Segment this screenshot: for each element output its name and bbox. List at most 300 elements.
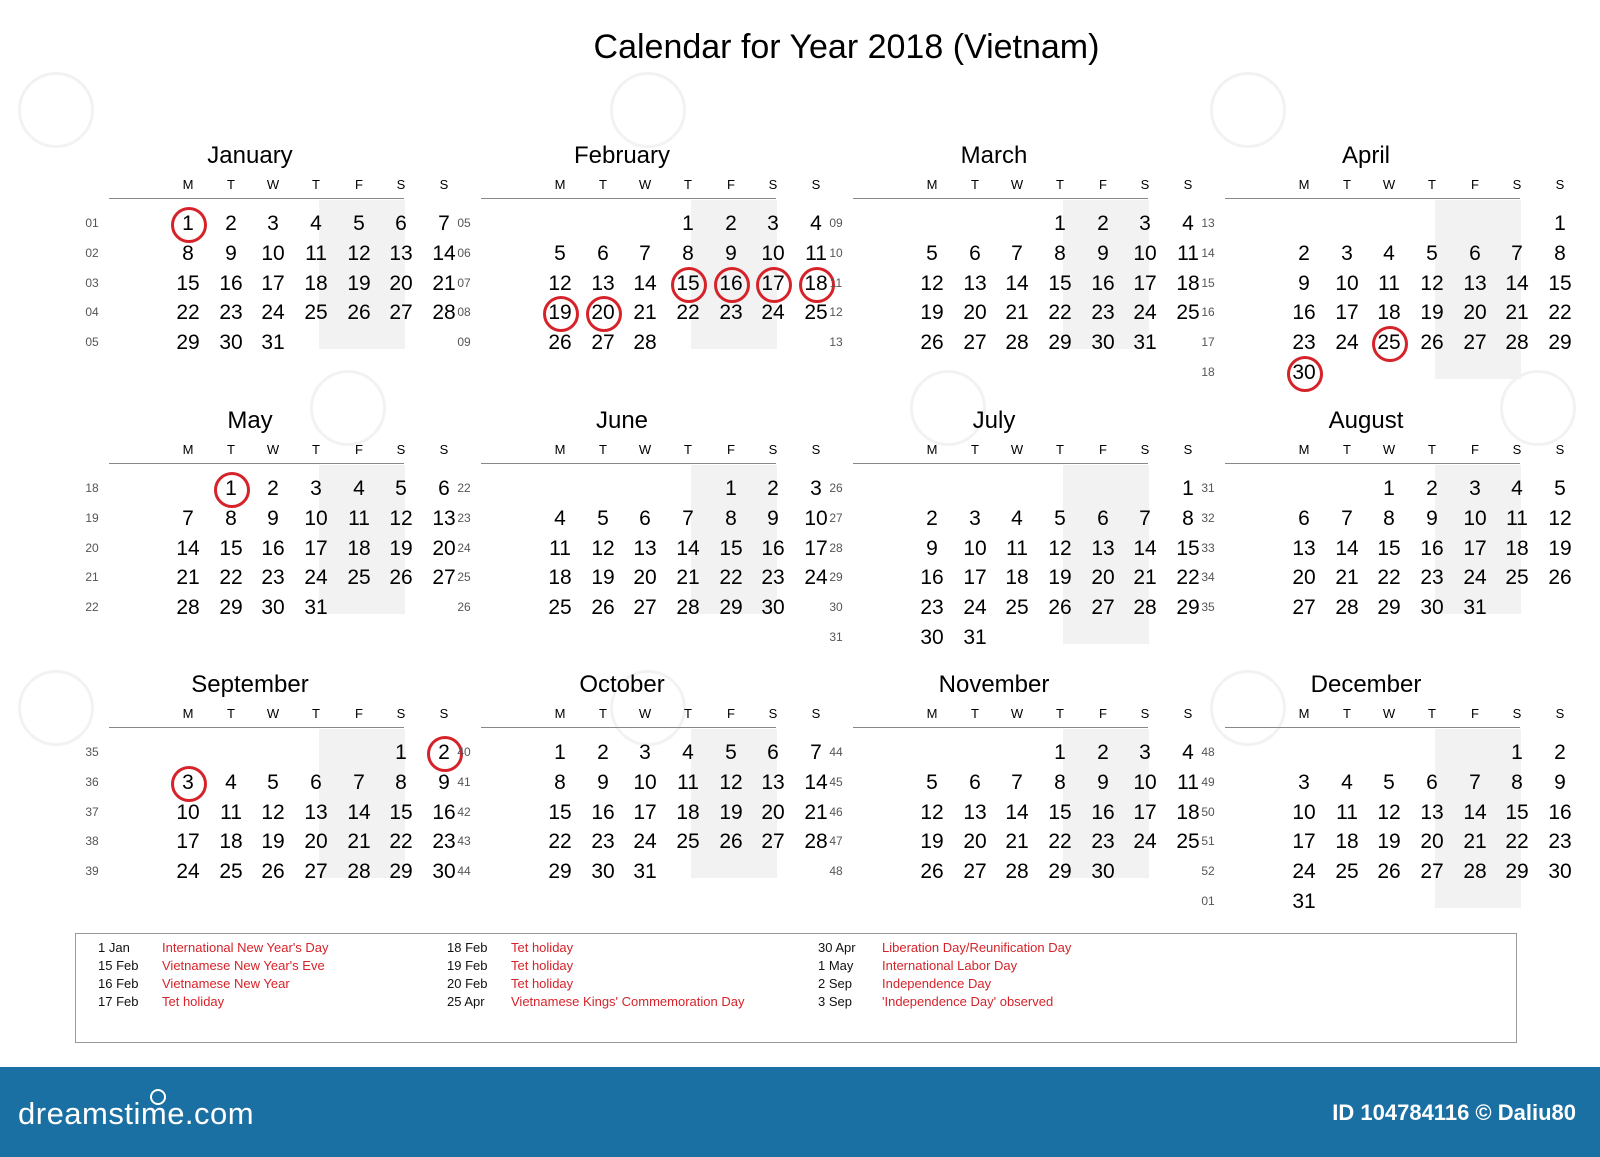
day-cell[interactable]: 8	[1054, 241, 1066, 265]
day-cell[interactable]: 12	[548, 271, 572, 295]
day-cell[interactable]: 14	[1335, 536, 1359, 560]
day-cell[interactable]: 9	[926, 536, 938, 560]
day-cell[interactable]: 31	[304, 596, 328, 620]
day-cell[interactable]: 22	[1548, 301, 1572, 325]
day-cell[interactable]: 22	[676, 301, 700, 325]
day-cell[interactable]: 16	[1091, 271, 1115, 295]
day-cell[interactable]: 27	[591, 331, 615, 355]
day-cell[interactable]: 4	[1182, 212, 1194, 235]
day-cell[interactable]: 12	[389, 506, 413, 530]
day-cell[interactable]: 27	[304, 860, 328, 884]
day-cell[interactable]: 25	[804, 301, 828, 325]
day-cell[interactable]: 13	[633, 536, 657, 560]
day-cell[interactable]: 12	[261, 800, 285, 824]
brand-logo[interactable]: dreamstime.com	[18, 1096, 255, 1131]
day-cell[interactable]: 26	[1048, 596, 1072, 620]
day-cell[interactable]: 14	[1505, 271, 1529, 295]
day-cell[interactable]: 27	[761, 830, 785, 854]
day-cell[interactable]: 1	[554, 741, 566, 764]
day-cell[interactable]: 9	[725, 241, 737, 265]
day-cell[interactable]: 3	[639, 741, 651, 764]
day-cell[interactable]: 10	[1463, 506, 1487, 530]
day-cell[interactable]: 13	[591, 271, 615, 295]
day-cell[interactable]: 6	[969, 241, 981, 265]
holiday-day-cell[interactable]: 18	[798, 270, 834, 298]
day-cell[interactable]: 24	[1463, 566, 1487, 590]
day-cell[interactable]: 11	[220, 800, 242, 824]
day-cell[interactable]: 30	[591, 860, 615, 884]
day-cell[interactable]: 20	[389, 271, 413, 295]
holiday-day-cell[interactable]: 2	[426, 739, 462, 767]
day-cell[interactable]: 20	[633, 566, 657, 590]
day-cell[interactable]: 11	[549, 536, 571, 560]
day-cell[interactable]: 3	[767, 212, 779, 235]
day-cell[interactable]: 20	[761, 800, 785, 824]
day-cell[interactable]: 29	[1505, 860, 1529, 884]
day-cell[interactable]: 26	[591, 596, 615, 620]
day-cell[interactable]: 19	[1420, 301, 1444, 325]
day-cell[interactable]: 21	[676, 566, 700, 590]
day-cell[interactable]: 12	[920, 800, 944, 824]
day-cell[interactable]: 31	[1133, 331, 1157, 355]
day-cell[interactable]: 5	[926, 770, 938, 794]
day-cell[interactable]: 3	[810, 477, 822, 500]
day-cell[interactable]: 14	[176, 536, 200, 560]
day-cell[interactable]: 20	[963, 301, 987, 325]
day-cell[interactable]: 19	[719, 800, 743, 824]
day-cell[interactable]: 25	[1505, 566, 1529, 590]
day-cell[interactable]: 19	[261, 830, 285, 854]
day-cell[interactable]: 13	[1420, 800, 1444, 824]
day-cell[interactable]: 21	[176, 566, 200, 590]
day-cell[interactable]: 2	[1554, 741, 1566, 764]
day-cell[interactable]: 21	[804, 800, 828, 824]
day-cell[interactable]: 14	[676, 536, 700, 560]
day-cell[interactable]: 21	[1463, 830, 1487, 854]
day-cell[interactable]: 11	[1006, 536, 1028, 560]
day-cell[interactable]: 16	[591, 800, 615, 824]
day-cell[interactable]: 3	[1341, 241, 1353, 265]
day-cell[interactable]: 11	[1177, 770, 1199, 794]
day-cell[interactable]: 20	[1292, 566, 1316, 590]
day-cell[interactable]: 22	[548, 830, 572, 854]
day-cell[interactable]: 22	[176, 301, 200, 325]
day-cell[interactable]: 25	[1176, 830, 1200, 854]
day-cell[interactable]: 18	[219, 830, 243, 854]
day-cell[interactable]: 12	[591, 536, 615, 560]
day-cell[interactable]: 26	[1377, 860, 1401, 884]
day-cell[interactable]: 30	[219, 331, 243, 355]
day-cell[interactable]: 24	[176, 860, 200, 884]
day-cell[interactable]: 25	[219, 860, 243, 884]
day-cell[interactable]: 6	[969, 770, 981, 794]
day-cell[interactable]: 5	[1426, 241, 1438, 265]
day-cell[interactable]: 5	[725, 741, 737, 764]
day-cell[interactable]: 22	[1048, 830, 1072, 854]
day-cell[interactable]: 9	[267, 506, 279, 530]
day-cell[interactable]: 23	[920, 596, 944, 620]
holiday-day-cell[interactable]: 17	[755, 270, 791, 298]
day-cell[interactable]: 2	[926, 506, 938, 530]
day-cell[interactable]: 23	[1091, 301, 1115, 325]
day-cell[interactable]: 14	[1005, 271, 1029, 295]
day-cell[interactable]: 3	[969, 506, 981, 530]
day-cell[interactable]: 2	[267, 477, 279, 500]
day-cell[interactable]: 15	[1176, 536, 1200, 560]
day-cell[interactable]: 22	[1048, 301, 1072, 325]
day-cell[interactable]: 6	[597, 241, 609, 265]
day-cell[interactable]: 27	[963, 331, 987, 355]
day-cell[interactable]: 16	[920, 566, 944, 590]
day-cell[interactable]: 15	[1048, 800, 1072, 824]
day-cell[interactable]: 29	[1048, 860, 1072, 884]
day-cell[interactable]: 15	[219, 536, 243, 560]
day-cell[interactable]: 2	[1298, 241, 1310, 265]
day-cell[interactable]: 6	[310, 770, 322, 794]
day-cell[interactable]: 9	[1426, 506, 1438, 530]
day-cell[interactable]: 27	[432, 566, 456, 590]
day-cell[interactable]: 21	[1335, 566, 1359, 590]
day-cell[interactable]: 28	[1335, 596, 1359, 620]
day-cell[interactable]: 16	[261, 536, 285, 560]
day-cell[interactable]: 15	[389, 800, 413, 824]
holiday-day-cell[interactable]: 1	[213, 475, 249, 503]
day-cell[interactable]: 4	[353, 477, 365, 500]
day-cell[interactable]: 10	[261, 241, 285, 265]
day-cell[interactable]: 29	[548, 860, 572, 884]
day-cell[interactable]: 13	[1463, 271, 1487, 295]
day-cell[interactable]: 13	[304, 800, 328, 824]
day-cell[interactable]: 7	[1469, 770, 1481, 794]
day-cell[interactable]: 14	[633, 271, 657, 295]
day-cell[interactable]: 27	[1292, 596, 1316, 620]
day-cell[interactable]: 27	[389, 301, 413, 325]
day-cell[interactable]: 26	[548, 331, 572, 355]
day-cell[interactable]: 24	[1133, 830, 1157, 854]
day-cell[interactable]: 24	[633, 830, 657, 854]
day-cell[interactable]: 25	[347, 566, 371, 590]
day-cell[interactable]: 29	[1048, 331, 1072, 355]
day-cell[interactable]: 21	[1505, 301, 1529, 325]
day-cell[interactable]: 11	[805, 241, 827, 265]
day-cell[interactable]: 26	[1420, 331, 1444, 355]
day-cell[interactable]: 17	[304, 536, 328, 560]
day-cell[interactable]: 7	[639, 241, 651, 265]
day-cell[interactable]: 7	[1139, 506, 1151, 530]
day-cell[interactable]: 5	[597, 506, 609, 530]
day-cell[interactable]: 24	[1292, 860, 1316, 884]
day-cell[interactable]: 18	[1005, 566, 1029, 590]
day-cell[interactable]: 31	[1463, 596, 1487, 620]
holiday-day-cell[interactable]: 15	[670, 270, 706, 298]
day-cell[interactable]: 16	[432, 800, 456, 824]
day-cell[interactable]: 10	[176, 800, 200, 824]
day-cell[interactable]: 23	[719, 301, 743, 325]
day-cell[interactable]: 25	[1335, 860, 1359, 884]
day-cell[interactable]: 20	[963, 830, 987, 854]
day-cell[interactable]: 29	[719, 596, 743, 620]
day-cell[interactable]: 24	[1335, 331, 1359, 355]
day-cell[interactable]: 20	[432, 536, 456, 560]
day-cell[interactable]: 6	[1469, 241, 1481, 265]
day-cell[interactable]: 17	[176, 830, 200, 854]
day-cell[interactable]: 10	[1133, 770, 1157, 794]
day-cell[interactable]: 4	[225, 770, 237, 794]
day-cell[interactable]: 15	[719, 536, 743, 560]
day-cell[interactable]: 22	[1176, 566, 1200, 590]
day-cell[interactable]: 19	[1048, 566, 1072, 590]
day-cell[interactable]: 14	[1463, 800, 1487, 824]
day-cell[interactable]: 9	[597, 770, 609, 794]
day-cell[interactable]: 30	[1091, 331, 1115, 355]
day-cell[interactable]: 26	[261, 860, 285, 884]
day-cell[interactable]: 3	[1469, 477, 1481, 500]
day-cell[interactable]: 18	[1377, 301, 1401, 325]
day-cell[interactable]: 16	[761, 536, 785, 560]
day-cell[interactable]: 18	[1176, 271, 1200, 295]
day-cell[interactable]: 20	[304, 830, 328, 854]
day-cell[interactable]: 21	[432, 271, 456, 295]
day-cell[interactable]: 10	[304, 506, 328, 530]
day-cell[interactable]: 7	[438, 212, 450, 235]
day-cell[interactable]: 8	[1182, 506, 1194, 530]
day-cell[interactable]: 4	[310, 212, 322, 235]
day-cell[interactable]: 9	[1554, 770, 1566, 794]
day-cell[interactable]: 2	[767, 477, 779, 500]
day-cell[interactable]: 7	[1511, 241, 1523, 265]
day-cell[interactable]: 29	[176, 331, 200, 355]
day-cell[interactable]: 6	[1298, 506, 1310, 530]
day-cell[interactable]: 5	[554, 241, 566, 265]
day-cell[interactable]: 23	[591, 830, 615, 854]
day-cell[interactable]: 19	[347, 271, 371, 295]
day-cell[interactable]: 10	[1335, 271, 1359, 295]
day-cell[interactable]: 7	[182, 506, 194, 530]
day-cell[interactable]: 18	[548, 566, 572, 590]
day-cell[interactable]: 7	[353, 770, 365, 794]
day-cell[interactable]: 18	[304, 271, 328, 295]
day-cell[interactable]: 17	[804, 536, 828, 560]
holiday-day-cell[interactable]: 19	[542, 299, 578, 327]
day-cell[interactable]: 19	[389, 536, 413, 560]
day-cell[interactable]: 16	[219, 271, 243, 295]
day-cell[interactable]: 23	[261, 566, 285, 590]
day-cell[interactable]: 17	[1335, 301, 1359, 325]
day-cell[interactable]: 19	[1377, 830, 1401, 854]
day-cell[interactable]: 28	[676, 596, 700, 620]
day-cell[interactable]: 8	[395, 770, 407, 794]
day-cell[interactable]: 26	[1548, 566, 1572, 590]
day-cell[interactable]: 27	[963, 860, 987, 884]
day-cell[interactable]: 6	[1097, 506, 1109, 530]
day-cell[interactable]: 5	[926, 241, 938, 265]
day-cell[interactable]: 29	[1176, 596, 1200, 620]
day-cell[interactable]: 14	[804, 770, 828, 794]
day-cell[interactable]: 23	[1548, 830, 1572, 854]
day-cell[interactable]: 8	[1511, 770, 1523, 794]
day-cell[interactable]: 30	[1091, 860, 1115, 884]
day-cell[interactable]: 6	[438, 477, 450, 500]
day-cell[interactable]: 22	[1505, 830, 1529, 854]
day-cell[interactable]: 1	[682, 212, 694, 235]
day-cell[interactable]: 3	[310, 477, 322, 500]
day-cell[interactable]: 26	[920, 860, 944, 884]
day-cell[interactable]: 25	[1176, 301, 1200, 325]
day-cell[interactable]: 2	[725, 212, 737, 235]
day-cell[interactable]: 12	[1377, 800, 1401, 824]
day-cell[interactable]: 30	[1420, 596, 1444, 620]
day-cell[interactable]: 8	[554, 770, 566, 794]
day-cell[interactable]: 9	[438, 770, 450, 794]
day-cell[interactable]: 17	[963, 566, 987, 590]
day-cell[interactable]: 31	[633, 860, 657, 884]
day-cell[interactable]: 23	[761, 566, 785, 590]
day-cell[interactable]: 22	[219, 566, 243, 590]
day-cell[interactable]: 14	[1133, 536, 1157, 560]
day-cell[interactable]: 9	[767, 506, 779, 530]
day-cell[interactable]: 5	[353, 212, 365, 235]
day-cell[interactable]: 5	[1054, 506, 1066, 530]
day-cell[interactable]: 27	[1463, 331, 1487, 355]
day-cell[interactable]: 10	[804, 506, 828, 530]
day-cell[interactable]: 18	[1505, 536, 1529, 560]
day-cell[interactable]: 16	[1091, 800, 1115, 824]
day-cell[interactable]: 16	[1548, 800, 1572, 824]
day-cell[interactable]: 24	[261, 301, 285, 325]
day-cell[interactable]: 9	[1097, 241, 1109, 265]
day-cell[interactable]: 28	[1005, 331, 1029, 355]
day-cell[interactable]: 3	[1139, 212, 1151, 235]
day-cell[interactable]: 1	[1054, 212, 1066, 235]
day-cell[interactable]: 14	[347, 800, 371, 824]
day-cell[interactable]: 8	[725, 506, 737, 530]
day-cell[interactable]: 19	[591, 566, 615, 590]
day-cell[interactable]: 5	[1554, 477, 1566, 500]
day-cell[interactable]: 4	[1511, 477, 1523, 500]
day-cell[interactable]: 26	[347, 301, 371, 325]
day-cell[interactable]: 11	[305, 241, 327, 265]
day-cell[interactable]: 26	[389, 566, 413, 590]
day-cell[interactable]: 2	[1097, 212, 1109, 235]
day-cell[interactable]: 28	[347, 860, 371, 884]
day-cell[interactable]: 12	[920, 271, 944, 295]
day-cell[interactable]: 1	[1182, 477, 1194, 500]
day-cell[interactable]: 24	[304, 566, 328, 590]
day-cell[interactable]: 19	[920, 301, 944, 325]
day-cell[interactable]: 11	[677, 770, 699, 794]
day-cell[interactable]: 15	[1048, 271, 1072, 295]
day-cell[interactable]: 22	[1377, 566, 1401, 590]
day-cell[interactable]: 7	[1341, 506, 1353, 530]
day-cell[interactable]: 5	[1383, 770, 1395, 794]
day-cell[interactable]: 23	[1420, 566, 1444, 590]
day-cell[interactable]: 1	[395, 741, 407, 764]
day-cell[interactable]: 12	[1420, 271, 1444, 295]
day-cell[interactable]: 10	[963, 536, 987, 560]
day-cell[interactable]: 13	[963, 800, 987, 824]
day-cell[interactable]: 21	[1005, 830, 1029, 854]
day-cell[interactable]: 3	[1139, 741, 1151, 764]
day-cell[interactable]: 25	[304, 301, 328, 325]
day-cell[interactable]: 27	[633, 596, 657, 620]
day-cell[interactable]: 30	[1548, 860, 1572, 884]
day-cell[interactable]: 11	[1336, 800, 1358, 824]
day-cell[interactable]: 26	[719, 830, 743, 854]
day-cell[interactable]: 17	[633, 800, 657, 824]
day-cell[interactable]: 21	[633, 301, 657, 325]
day-cell[interactable]: 2	[597, 741, 609, 764]
day-cell[interactable]: 31	[261, 331, 285, 355]
day-cell[interactable]: 1	[1383, 477, 1395, 500]
day-cell[interactable]: 21	[347, 830, 371, 854]
day-cell[interactable]: 9	[225, 241, 237, 265]
day-cell[interactable]: 5	[395, 477, 407, 500]
day-cell[interactable]: 2	[1097, 741, 1109, 764]
day-cell[interactable]: 30	[432, 860, 456, 884]
day-cell[interactable]: 19	[920, 830, 944, 854]
day-cell[interactable]: 11	[1378, 271, 1400, 295]
day-cell[interactable]: 31	[963, 626, 987, 649]
day-cell[interactable]: 4	[1182, 741, 1194, 764]
day-cell[interactable]: 27	[1091, 596, 1115, 620]
day-cell[interactable]: 13	[1292, 536, 1316, 560]
day-cell[interactable]: 24	[761, 301, 785, 325]
day-cell[interactable]: 25	[1005, 596, 1029, 620]
day-cell[interactable]: 17	[1133, 800, 1157, 824]
day-cell[interactable]: 28	[176, 596, 200, 620]
day-cell[interactable]: 10	[1133, 241, 1157, 265]
day-cell[interactable]: 22	[389, 830, 413, 854]
day-cell[interactable]: 30	[761, 596, 785, 620]
day-cell[interactable]: 15	[1505, 800, 1529, 824]
day-cell[interactable]: 11	[1506, 506, 1528, 530]
day-cell[interactable]: 12	[1048, 536, 1072, 560]
day-cell[interactable]: 9	[1298, 271, 1310, 295]
day-cell[interactable]: 8	[682, 241, 694, 265]
day-cell[interactable]: 13	[1091, 536, 1115, 560]
day-cell[interactable]: 3	[1298, 770, 1310, 794]
day-cell[interactable]: 8	[1383, 506, 1395, 530]
day-cell[interactable]: 23	[219, 301, 243, 325]
day-cell[interactable]: 6	[767, 741, 779, 764]
day-cell[interactable]: 3	[267, 212, 279, 235]
day-cell[interactable]: 26	[920, 331, 944, 355]
day-cell[interactable]: 4	[1383, 241, 1395, 265]
day-cell[interactable]: 7	[1011, 241, 1023, 265]
day-cell[interactable]: 24	[804, 566, 828, 590]
day-cell[interactable]: 31	[1292, 890, 1316, 913]
day-cell[interactable]: 7	[1011, 770, 1023, 794]
day-cell[interactable]: 28	[1133, 596, 1157, 620]
day-cell[interactable]: 15	[1548, 271, 1572, 295]
day-cell[interactable]: 12	[719, 770, 743, 794]
day-cell[interactable]: 11	[1177, 241, 1199, 265]
day-cell[interactable]: 17	[1133, 271, 1157, 295]
day-cell[interactable]: 28	[804, 830, 828, 854]
day-cell[interactable]: 14	[432, 241, 456, 265]
day-cell[interactable]: 23	[1091, 830, 1115, 854]
day-cell[interactable]: 17	[261, 271, 285, 295]
day-cell[interactable]: 18	[347, 536, 371, 560]
day-cell[interactable]: 24	[963, 596, 987, 620]
day-cell[interactable]: 15	[1377, 536, 1401, 560]
day-cell[interactable]: 13	[432, 506, 456, 530]
day-cell[interactable]: 28	[1463, 860, 1487, 884]
day-cell[interactable]: 16	[1292, 301, 1316, 325]
day-cell[interactable]: 6	[1426, 770, 1438, 794]
day-cell[interactable]: 1	[725, 477, 737, 500]
holiday-day-cell[interactable]: 30	[1286, 359, 1322, 387]
